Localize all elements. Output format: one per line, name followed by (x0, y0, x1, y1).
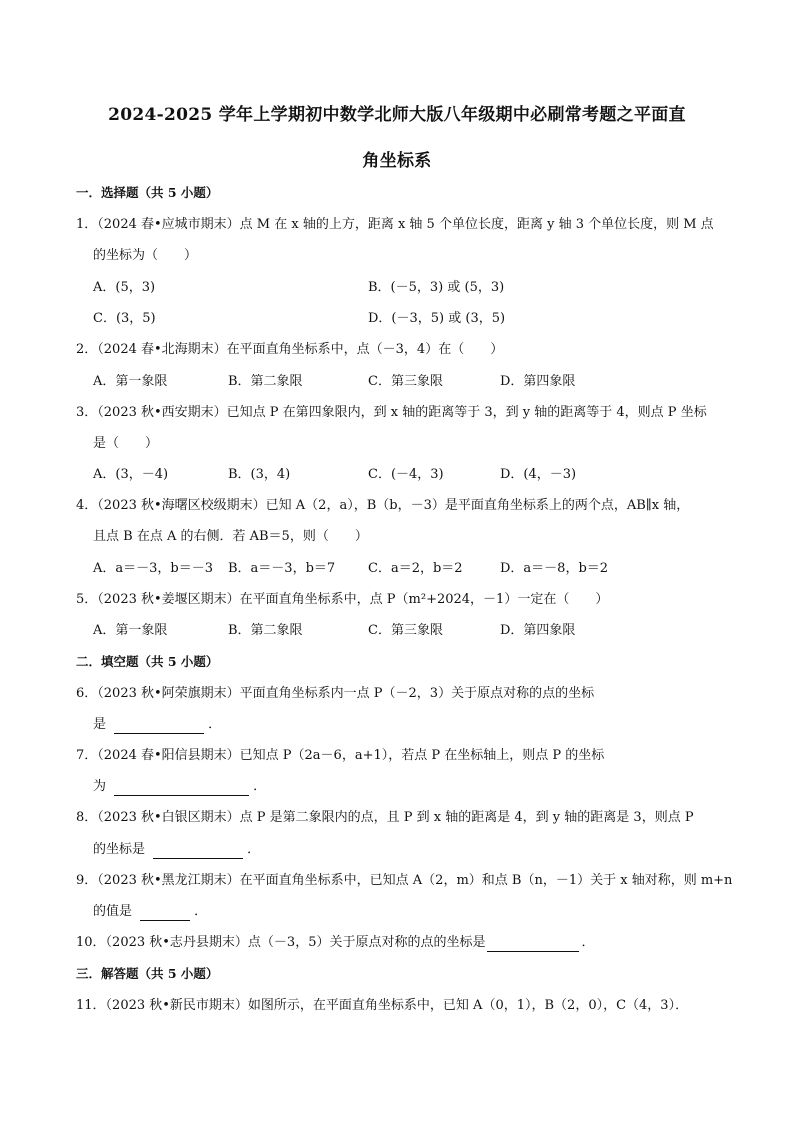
question-1-text-cont: 的坐标为（ ） (93, 248, 198, 263)
question-9-answer-blank[interactable] (140, 906, 190, 921)
question-8-prefix: 的坐标是 (93, 842, 146, 857)
question-1-text: 1．（2024 春•应城市期末）点 M 在 x 轴的上方，距离 x 轴 5 个单位长度，距离 y 轴 3 个单位长度，则 M 点 (76, 217, 714, 232)
question-3-text-cont: 是（ ） (93, 436, 159, 451)
section-choice-heading: 一．选择题（共 5 小题） (76, 185, 219, 200)
question-10-suffix: ． (581, 935, 595, 950)
question-1-option-c: C．(3，5) (93, 311, 156, 326)
question-7-answer-blank[interactable] (114, 781, 249, 796)
question-2-option-c: C．第三象限 (368, 374, 443, 389)
section-fill-heading: 二．填空题（共 5 小题） (76, 654, 219, 669)
question-7-answer-line (93, 778, 266, 796)
question-5-option-b: B．第二象限 (228, 623, 303, 638)
question-7-suffix: ． (253, 779, 267, 794)
question-5-option-c: C．第三象限 (368, 623, 443, 638)
question-2-option-d: D．第四象限 (500, 374, 576, 389)
question-8-text: 8．（2023 秋•白银区期末）点 P 是第二象限内的点，且 P 到 x 轴的距离是 4，到 y 轴的距离是 3，则点 P (76, 810, 694, 825)
question-8-answer-blank[interactable] (153, 844, 243, 859)
question-6-answer-line (93, 716, 221, 734)
question-4-text: 4．（2023 秋•海曙区校级期末）已知 A（2，a），B（b，－3）是平面直角坐标系上的两个点，AB∥x 轴， (76, 498, 690, 513)
question-5-text: 5．（2023 秋•姜堰区期末）在平面直角坐标系中，点 P（m²+2024，－1）一定在（ ） (76, 592, 609, 607)
document-title-line-2: 角坐标系 (362, 151, 432, 171)
question-2-text: 2．（2024 春•北海期末）在平面直角坐标系中，点（－3，4）在（ ） (76, 342, 504, 357)
question-1-option-b: B．(－5，3) 或 (5，3) (368, 280, 505, 295)
question-10-text: 10．（2023 秋•志丹县期末）点（－3，5）关于原点对称的点的坐标是 (76, 935, 486, 950)
question-8-suffix: ． (247, 842, 261, 857)
question-9-suffix: ． (194, 904, 208, 919)
question-4-option-c: C．a＝2，b＝2 (368, 561, 463, 576)
question-1-option-a: A．(5，3) (93, 280, 156, 295)
question-5-option-d: D．第四象限 (500, 623, 576, 638)
question-3-text: 3．（2023 秋•西安期末）已知点 P 在第四象限内，到 x 轴的距离等于 3，到 y 轴的距离等于 4，则点 P 坐标 (76, 405, 707, 420)
question-8-answer-line (93, 841, 260, 859)
question-1-option-d: D．(－3，5) 或 (3，5) (368, 311, 506, 326)
question-4-option-b: B．a＝－3，b＝7 (228, 561, 336, 576)
question-3-option-c: C．(－4，3) (368, 467, 444, 482)
question-4-option-d: D．a＝－8，b＝2 (500, 561, 609, 576)
question-4-option-a: A．a＝－3，b＝－3 (93, 561, 214, 576)
question-9-prefix: 的值是 (93, 904, 133, 919)
question-9-text: 9．（2023 秋•黑龙江期末）在平面直角坐标系中，已知点 A（2，m）和点 B（n，－1）关于 x 轴对称，则 m+n (76, 873, 733, 888)
question-6-text: 6．（2023 秋•阿荣旗期末）平面直角坐标系内一点 P（－2，3）关于原点对称的点的坐标 (76, 686, 595, 701)
question-2-option-a: A．第一象限 (93, 374, 168, 389)
question-3-option-b: B．(3，4) (228, 467, 291, 482)
question-11-text: 11．（2023 秋•新民市期末）如图所示，在平面直角坐标系中，已知 A（0，1），B（2，0），C（4，3）． (76, 998, 689, 1013)
question-3-option-d: D．(4，－3) (500, 467, 577, 482)
question-10-answer-blank[interactable] (487, 937, 579, 952)
question-5-option-a: A．第一象限 (93, 623, 168, 638)
question-6-suffix: ． (208, 717, 222, 732)
question-9-answer-line (93, 903, 207, 921)
question-4-text-cont: 且点 B 在点 A 的右侧．若 AB＝5，则（ ） (93, 529, 368, 544)
question-2-option-b: B．第二象限 (228, 374, 303, 389)
document-title-line-1: 2024-2025 学年上学期初中数学北师大版八年级期中必刷常考题之平面直 (108, 105, 686, 125)
question-6-prefix: 是 (93, 717, 107, 732)
section-answer-heading: 三．解答题（共 5 小题） (76, 966, 219, 981)
question-7-prefix: 为 (93, 779, 107, 794)
question-7-text: 7．（2024 春•阳信县期末）已知点 P（2a－6，a+1），若点 P 在坐标轴上，则点 P 的坐标 (76, 748, 605, 763)
question-3-option-a: A．(3，－4) (93, 467, 169, 482)
question-10-line (76, 934, 594, 952)
question-6-answer-blank[interactable] (114, 719, 204, 734)
